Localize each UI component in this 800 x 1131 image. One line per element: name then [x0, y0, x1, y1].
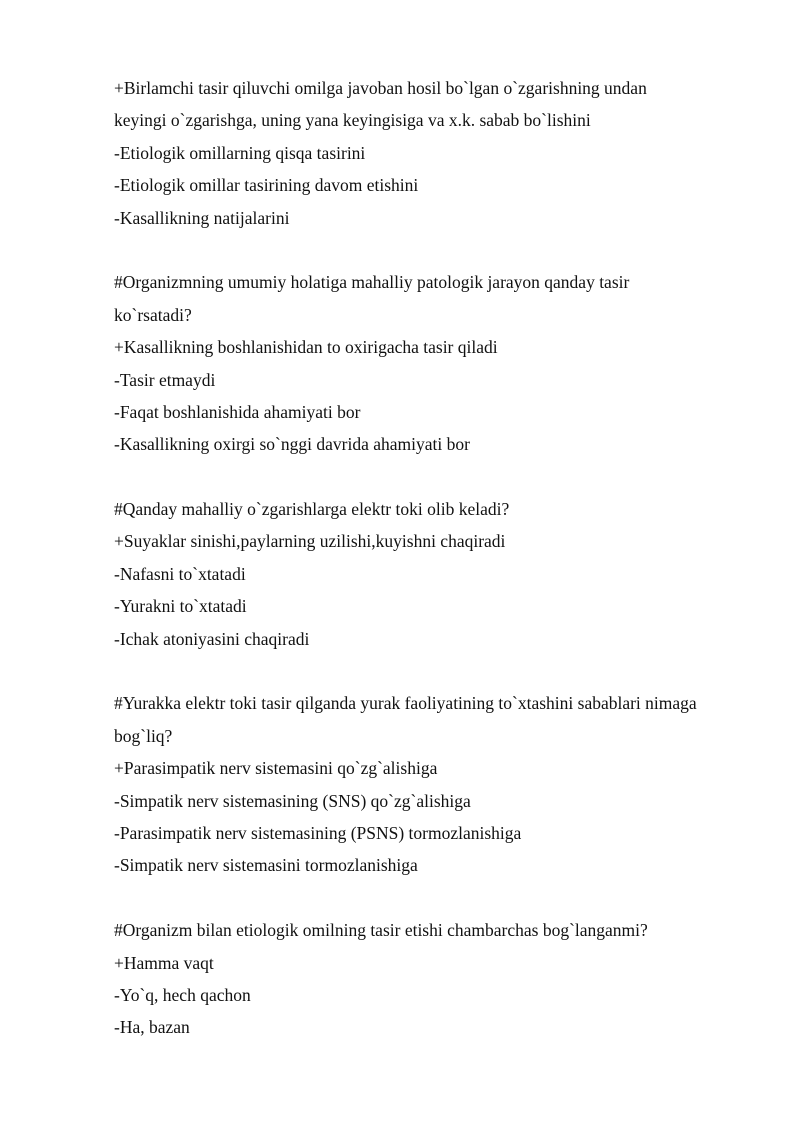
paragraph-gap — [114, 655, 754, 687]
paragraph-gap — [114, 882, 754, 914]
answer-line: +Hamma vaqt — [114, 952, 214, 973]
question-line: #Yurakka elektr toki tasir qilganda yurak faoliyatining to`xtashini sabablari nimaga — [114, 693, 697, 714]
answer-line: -Yo`q, hech qachon — [114, 984, 251, 1005]
answer-line: -Ichak atoniyasini chaqiradi — [114, 628, 310, 649]
answer-line: -Etiologik omillarning qisqa tasirini — [114, 142, 366, 163]
answer-line: +Parasimpatik nerv sistemasini qo`zg`alishiga — [114, 758, 438, 779]
answer-line: -Etiologik omillar tasirining davom etishini — [114, 175, 419, 196]
answer-line: +Suyaklar sinishi,paylarning uzilishi,kuyishni chaqiradi — [114, 531, 506, 552]
question-line: #Organizmning umumiy holatiga mahalliy patologik jarayon qanday tasir — [114, 272, 630, 293]
paragraph-gap — [114, 234, 754, 266]
answer-line: -Tasir etmaydi — [114, 369, 216, 390]
answer-line: -Kasallikning oxirgi so`nggi davrida ahamiyati bor — [114, 434, 470, 455]
answer-line: -Ha, bazan — [114, 1017, 190, 1038]
question-line: #Organizm bilan etiologik omilning tasir etishi chambarchas bog`langanmi? — [114, 920, 648, 941]
answer-line: +Birlamchi tasir qiluvchi omilga javoban hosil bo`lgan o`zgarishning undan — [114, 78, 647, 98]
question-line: bog`liq? — [114, 725, 173, 746]
question-line: #Qanday mahalliy o`zgarishlarga elektr toki olib keladi? — [114, 499, 510, 520]
answer-line: keyingi o`zgarishga, uning yana keyingisiga va x.k. sabab bo`lishini — [114, 110, 591, 131]
answer-line: -Yurakni to`xtatadi — [114, 596, 247, 617]
answer-line: -Kasallikning natijalarini — [114, 207, 290, 228]
answer-line: -Nafasni to`xtatadi — [114, 563, 246, 584]
answer-line: -Parasimpatik nerv sistemasining (PSNS) tormozlanishiga — [114, 822, 522, 843]
paragraph-gap — [114, 461, 754, 493]
document-text — [114, 72, 754, 1044]
answer-line: -Faqat boshlanishida ahamiyati bor — [114, 401, 361, 422]
answer-line: -Simpatik nerv sistemasining (SNS) qo`zg`alishiga — [114, 790, 471, 811]
answer-line: +Kasallikning boshlanishidan to oxirigacha tasir qiladi — [114, 337, 498, 358]
answer-line: -Simpatik nerv sistemasini tormozlanishiga — [114, 855, 418, 876]
question-line: ko`rsatadi? — [114, 304, 192, 325]
